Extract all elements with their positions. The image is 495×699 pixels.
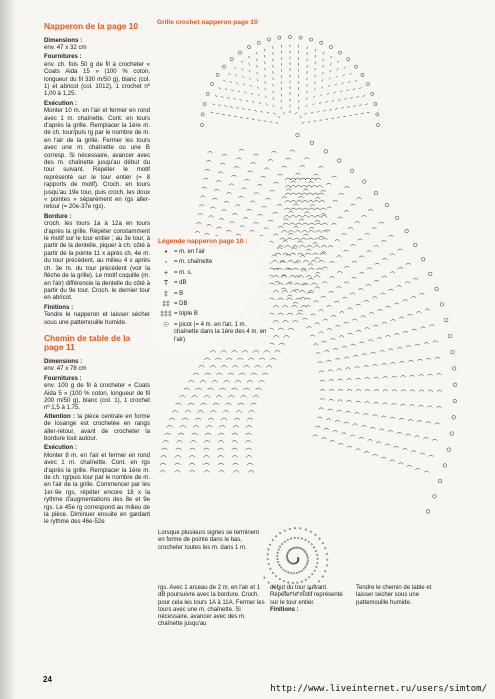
legend-item [158, 249, 268, 256]
napperon-finitions-label: Finitions : [44, 303, 74, 311]
legend-text: = B [174, 290, 184, 297]
napperon-bordure-label: Bordure : [44, 212, 72, 220]
legend-symbol-icon: • [164, 249, 168, 256]
chemin-dimensions: env. 47 x 78 cm [44, 365, 87, 373]
napperon-fournitures: env. ch. fois 50 g de fil à crocheter « Coats Aida 15 » (100 % coton, longueur du fil 330 m/50 g), blanc (col. 1) et abricot (col. 1012), 1 crochet nº 1,00 à 1,25. [44, 60, 150, 98]
legend-text: = m. s. [174, 269, 193, 276]
chemin-execution-label: Exécution : [44, 444, 77, 452]
legend-symbol-icon: ‡‡ [162, 301, 170, 309]
legend-text: = picot (= 4 m. en l'air, 1 m. chaînette dans la 1ère des 4 m. en l'air) [174, 321, 267, 343]
legend-symbol-icon: ☉ [162, 321, 170, 329]
legend-item [158, 270, 268, 277]
bottom-col-2-text: début du tour suivant. Répéter le motif représenté sur le tour entier. [270, 585, 343, 606]
chemin-dimensions-label: Dimensions : [44, 357, 83, 365]
chemin-fournitures: env. 100 g de fil à crocheter « Coats Aida 5 » (100 % coton, longueur de fil 200 m/50 g), blanc (col. 1), 1 crochet nº 1,5 à 1,75. [44, 382, 150, 412]
page-number: 24 [43, 675, 52, 684]
diagram-title: Grille crochet napperon page 10 [157, 19, 258, 26]
legend-symbol-icon: ‡‡‡ [160, 311, 172, 319]
legend-symbol-icon: T [163, 280, 169, 288]
watermark-url: http://www.liveinternet.ru/users/simtom/ [270, 684, 487, 694]
chemin-attention: Attention : la pièce centrale en forme de losange est crochetée en rangs aller-retour, avant de crocheter la bordure tout autour. [44, 412, 150, 442]
legend-item [158, 301, 268, 308]
legend-item [158, 280, 268, 287]
legend-symbol-icon: ◦ [164, 259, 168, 267]
legend-item [158, 311, 268, 318]
napperon-dimensions: env. 47 x 32 cm [44, 43, 87, 51]
chemin-execution: Monter 8 m. en l'air et fermer en rond avec 1 m. chaînette. Cont. en rgs d'après la grille. Remplacer la 1ère m. de ch. rg/puis tour par le nombre de m. en l'air de la grille. Commencer par les 1er-9e rgs, répéter encore 18 x la rythme d'augmentations des 8e et 9e rgs. Le 45e rg correspond au milieu de la pièce. Diminuer ensuite en gardant le rythme des 46e-52e [44, 451, 150, 526]
legend-text: = dB [174, 280, 187, 287]
napperon-execution: Monter 10 m. en l'air et fermer en rond avec 1 m. chaînette. Cont. en tours d'après la grille. Remplacer la 1ère m. de ch. tour/puis rg par le nombre de m. en l'air de la grille. Fermer les tours avec une m. chaînette ou une B corresp. Si nécessaire, avancer avec des m. chaînette jusqu'au début du tour suivant. Répéter le motif représenté sur le tour entier (= 8 rapports de motif). Croch. en tours jusqu'au 19e tour, puis croch. les doux « pointes » séparément en rgs aller-retour (= 20e-37e rgs). [44, 107, 150, 211]
bottom-col-2-label: Finitions : [270, 606, 299, 613]
bottom-col-2 [270, 585, 350, 614]
napperon-title: Napperon de la page 10 [44, 21, 139, 31]
napperon-bordure: croch. les tours 1a à 12a en tours d'après la grille. Répéter constamment le motif sur le tour entier ; au 3e tour, à partir de la dentelle, piquer à ch. côté à partir de la pointe 11 x après ch. 4e m. du tour précédent, au milieu 4 x après ch. 3e m. du tour précédent (voir la flèche de la grille). Le motif coquille (m. en l'air) différencie la dentelle du côté à partir du 9e tour. Croch. le dernier tour en abricot. [44, 220, 150, 302]
legend-item [158, 259, 268, 266]
legend-box [156, 236, 270, 349]
legend-text: = DB [174, 301, 188, 308]
legend-symbol-icon: + [163, 269, 169, 277]
napperon-execution-label: Exécution : [44, 99, 77, 107]
scan-edge-shadow [0, 0, 14, 699]
legend-item [158, 322, 268, 344]
legend-symbol-icon: ‡ [164, 290, 168, 298]
legend-text: = m. chaînette [174, 259, 213, 266]
instructions-column [44, 22, 150, 527]
legend-title: Légende napperon page 10 : [158, 238, 248, 245]
legend-item [158, 291, 268, 298]
legend-text: = triple B [174, 311, 198, 318]
napperon-fournitures-label: Fournitures : [44, 53, 82, 61]
chemin-fournitures-label: Fournitures : [44, 374, 82, 382]
bottom-col-3: Tendre le chemin de table et laisser sécher sous une pattemouille humide. [356, 585, 432, 606]
legend-list [158, 249, 268, 344]
legend-text: = m. en l'air [174, 249, 205, 255]
diagram-note: Lorsque plusieurs signes se terminent en forme de pointe dans le bas, crocheter toutes les m. dans 1 m. [158, 530, 260, 551]
napperon-dimensions-label: Dimensions : [44, 36, 83, 44]
bottom-col-1: rgs. Avec 1 arceau de 2 m. en l'air et 1 dB poursuivre avec la bordure. Croch. pour cela les tours 1A à 11A. Fermer les tours avec une m. chaînette. Si nécessaire, avancer avec des m. chaînette jusqu'au [158, 585, 265, 628]
chemin-title: Chemin de table de la page 11 [44, 332, 131, 353]
napperon-finitions: Tendre le napperon et laisser sécher sous une pattemouille humide. [44, 311, 150, 326]
